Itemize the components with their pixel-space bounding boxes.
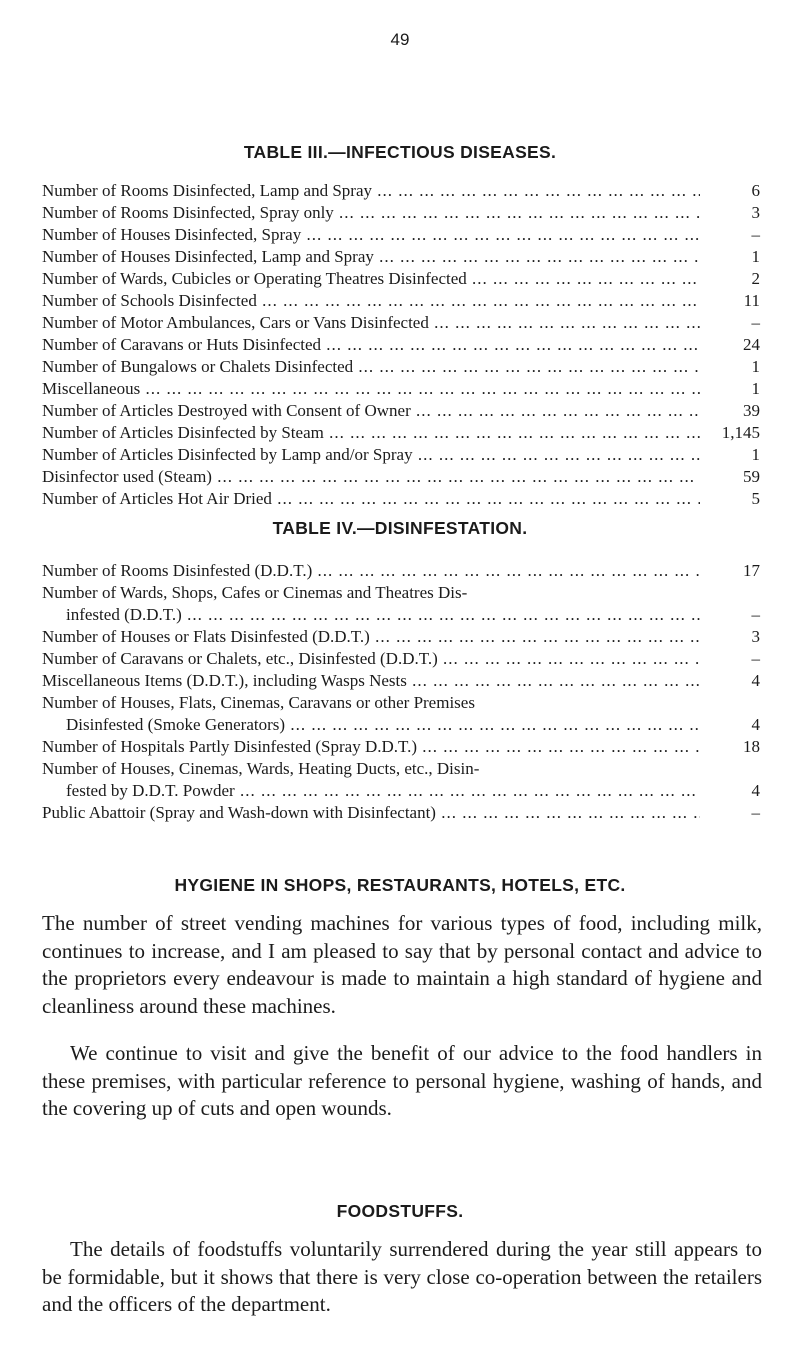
row-label: Number of Schools Disinfected ... .: [42, 290, 700, 312]
table-row: [42, 466, 760, 488]
table-row: [42, 692, 760, 736]
row-value: 39: [743, 401, 760, 420]
row-label: Number of Caravans or Huts Disinfected ... .: [42, 334, 700, 356]
row-value: 18: [743, 737, 760, 756]
row-label: Number of Houses Disinfected, Lamp and Spray ... .: [42, 246, 700, 268]
row-label: Number of Hospitals Partly Disinfested (Spray D.D.T.) ... .: [42, 736, 700, 758]
table-row: [42, 356, 760, 378]
row-value: 17: [743, 561, 760, 580]
hygiene-paragraph-2: We continue to visit and give the benefit of our advice to the food handlers in these premises, with particular reference to personal hygiene, washing of hands, and the covering up of cuts and open wounds.: [42, 1041, 762, 1120]
table-row: [42, 582, 760, 626]
table-row: [42, 224, 760, 246]
row-label: Number of Motor Ambulances, Cars or Vans Disinfected ... .: [42, 312, 700, 334]
table-row: [42, 444, 760, 466]
row-label-continuation: Disinfested (Smoke Generators) ... .: [42, 714, 700, 736]
row-value: –: [751, 225, 760, 244]
table-row: [42, 758, 760, 802]
row-label-continuation: fested by D.D.T. Powder ... .: [42, 780, 700, 802]
table-row: [42, 290, 760, 312]
row-value: 4: [751, 781, 760, 800]
table-row: [42, 334, 760, 356]
row-label: Public Abattoir (Spray and Wash-down with Disinfectant) ... .: [42, 802, 700, 824]
row-value: 1: [751, 445, 760, 464]
row-label: Number of Articles Hot Air Dried ... .: [42, 488, 700, 510]
row-label: Number of Articles Destroyed with Consent of Owner ... .: [42, 400, 700, 422]
row-value: 24: [743, 335, 760, 354]
hygiene-section-title: HYGIENE IN SHOPS, RESTAURANTS, HOTELS, ETC.: [174, 875, 626, 895]
row-value: 1: [751, 379, 760, 398]
row-label: Number of Wards, Shops, Cafes or Cinemas and Theatres Dis-: [42, 583, 468, 602]
table-row: [42, 202, 760, 224]
row-value: 1,145: [721, 423, 760, 442]
row-value: 59: [743, 467, 760, 486]
table-row: [42, 802, 760, 824]
row-value: –: [751, 649, 760, 668]
row-label: Number of Houses or Flats Disinfested (D.D.T.) ... .: [42, 626, 700, 648]
row-label: Miscellaneous Items (D.D.T.), including Wasps Nests ... .: [42, 670, 700, 692]
row-label: Number of Houses, Cinemas, Wards, Heating Ducts, etc., Disin-: [42, 759, 480, 778]
row-value: –: [751, 313, 760, 332]
row-value: –: [751, 803, 760, 822]
row-value: –: [751, 605, 760, 624]
row-label: Number of Rooms Disinfested (D.D.T.) ... .: [42, 560, 700, 582]
row-label: Number of Caravans or Chalets, etc., Disinfested (D.D.T.) ... .: [42, 648, 700, 670]
row-label: Number of Bungalows or Chalets Disinfected ... .: [42, 356, 700, 378]
table-row: [42, 488, 760, 510]
row-value: 1: [751, 357, 760, 376]
row-value: 6: [751, 181, 760, 200]
table-row: [42, 268, 760, 290]
row-label: Number of Rooms Disinfected, Lamp and Spray ... .: [42, 180, 700, 202]
row-label: Number of Articles Disinfected by Steam ... .: [42, 422, 700, 444]
foodstuffs-section-title: FOODSTUFFS.: [336, 1201, 464, 1221]
row-value: 4: [751, 671, 760, 690]
foodstuffs-paragraph-1: The details of foodstuffs voluntarily surrendered during the year still appears to be formidable, but it shows that there is very close co-operation between the retailers and the officers of the department.: [42, 1237, 762, 1316]
row-value: 2: [751, 269, 760, 288]
table-row: [42, 736, 760, 758]
hygiene-paragraph-1: The number of street vending machines for various types of food, including milk, continues to increase, and I am pleased to say that by personal contact and advice to the proprietors every endeavour is made to maintain a high standard of hygiene and cleanliness around these machines.: [42, 911, 762, 1018]
row-label-continuation: infested (D.D.T.) ... .: [42, 604, 700, 626]
row-label: Number of Articles Disinfected by Lamp and/or Spray ... .: [42, 444, 700, 466]
table-4: [42, 560, 760, 824]
row-value: 5: [751, 489, 760, 508]
table-3-title: TABLE III.—INFECTIOUS DISEASES.: [243, 142, 557, 162]
table-row: [42, 670, 760, 692]
row-value: 3: [751, 203, 760, 222]
table-row: [42, 312, 760, 334]
table-row: [42, 378, 760, 400]
row-value: 11: [743, 291, 760, 310]
table-row: [42, 648, 760, 670]
table-row: [42, 560, 760, 582]
table-row: [42, 422, 760, 444]
table-3: [42, 180, 760, 510]
table-4-title: TABLE IV.—DISINFESTATION.: [272, 518, 528, 538]
table-row: [42, 246, 760, 268]
row-label: Number of Houses, Flats, Cinemas, Caravans or other Premises: [42, 693, 475, 712]
row-label: Disinfector used (Steam) ... .: [42, 466, 700, 488]
table-row: [42, 400, 760, 422]
row-label: Number of Wards, Cubicles or Operating Theatres Disinfected ... .: [42, 268, 700, 290]
row-label: Miscellaneous ... .: [42, 378, 700, 400]
row-label: Number of Houses Disinfected, Spray ... .: [42, 224, 700, 246]
row-value: 1: [751, 247, 760, 266]
page-number: 49: [390, 30, 410, 49]
row-value: 4: [751, 715, 760, 734]
table-row: [42, 180, 760, 202]
table-row: [42, 626, 760, 648]
row-value: 3: [751, 627, 760, 646]
row-label: Number of Rooms Disinfected, Spray only ... .: [42, 202, 700, 224]
